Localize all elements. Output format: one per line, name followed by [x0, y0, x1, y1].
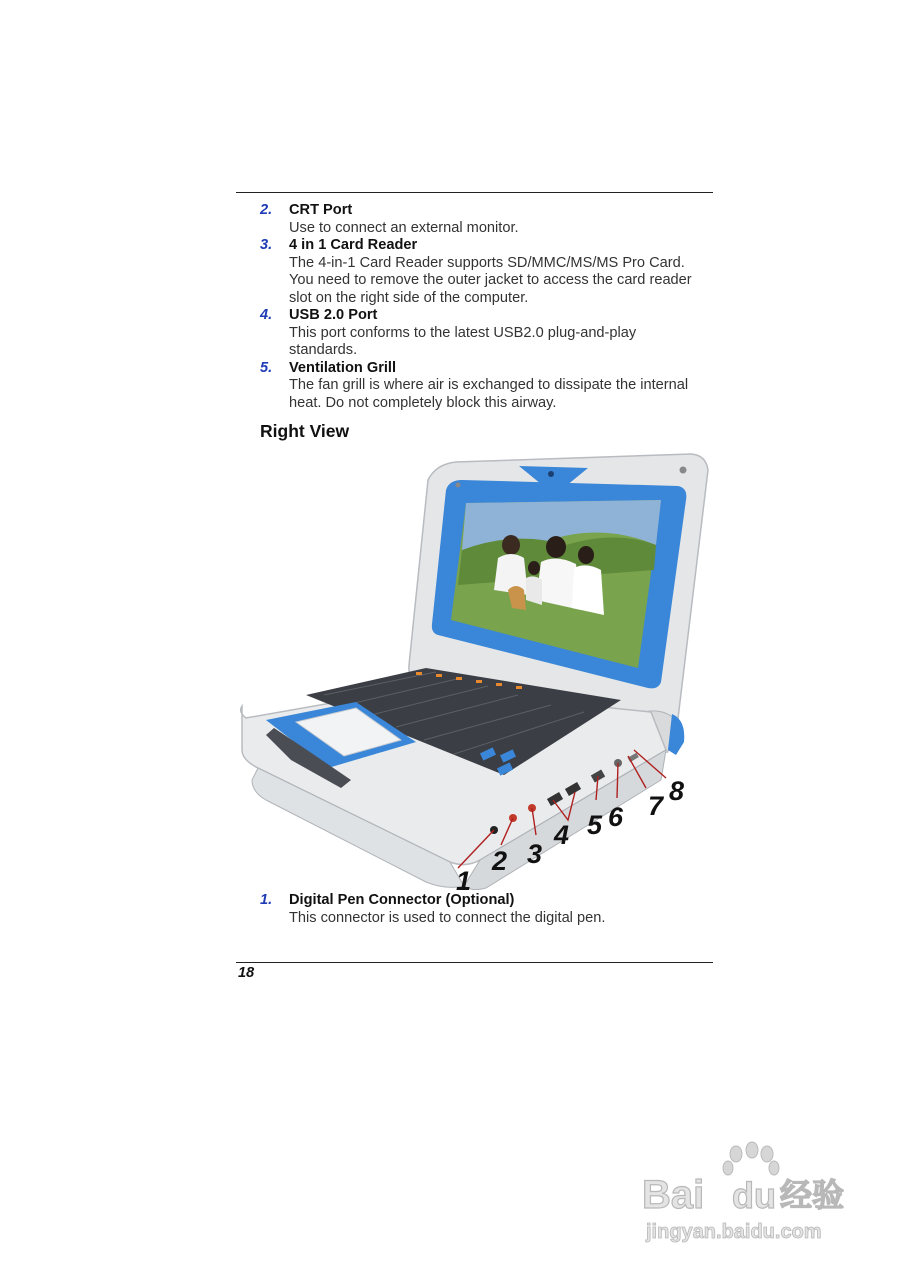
bottom-rule	[236, 962, 713, 963]
item-desc: Use to connect an external monitor.	[289, 219, 519, 236]
callout-1: 1	[456, 866, 472, 890]
callout-7: 7	[648, 791, 664, 821]
callout-5: 5	[587, 810, 603, 840]
watermark-url: jingyan.baidu.com	[646, 1221, 822, 1243]
item-number: 2.	[260, 202, 273, 218]
callout-4: 4	[554, 820, 570, 850]
item-number: 4.	[260, 307, 273, 323]
page-number: 18	[238, 965, 255, 981]
baidu-watermark	[640, 1140, 865, 1250]
watermark-brand-cn: 经验	[780, 1177, 845, 1213]
item-title: 4 in 1 Card Reader	[289, 237, 418, 253]
watermark-brand-du: du	[732, 1175, 776, 1216]
item-title: Ventilation Grill	[289, 359, 397, 376]
section-title: Right View	[260, 421, 350, 441]
list-item	[260, 307, 720, 360]
item-number: 5.	[260, 359, 273, 376]
top-rule	[236, 192, 713, 193]
list-item	[260, 237, 720, 307]
item-desc: This port conforms to the latest USB2.0 plug-and-play	[289, 324, 637, 341]
item-desc: The 4-in-1 Card Reader supports SD/MMC/MS/MS Pro Card.	[289, 254, 685, 271]
item-desc: You need to remove the outer jacket to access the card reader	[289, 272, 692, 288]
list-item	[260, 892, 720, 927]
item-desc: slot on the right side of the computer.	[289, 289, 529, 306]
item-number: 1.	[260, 892, 273, 908]
watermark-brand: Bai	[642, 1173, 705, 1217]
item-number: 3.	[260, 237, 273, 253]
item-desc: heat. Do not completely block this airway.	[289, 394, 557, 411]
item-title: Digital Pen Connector (Optional)	[289, 892, 515, 908]
list-item	[260, 360, 720, 413]
item-title: CRT Port	[289, 202, 353, 218]
item-title: USB 2.0 Port	[289, 307, 378, 323]
item-desc: This connector is used to connect the digital pen.	[289, 909, 606, 926]
callout-2: 2	[492, 846, 508, 876]
callout-6: 6	[608, 802, 624, 832]
callout-3: 3	[527, 839, 543, 869]
laptop-right-view-figure	[236, 450, 716, 890]
list-item	[260, 202, 720, 237]
callout-8: 8	[669, 776, 685, 806]
port-list-top	[260, 202, 720, 412]
port-list-bottom	[260, 892, 720, 927]
item-desc: standards.	[289, 342, 358, 358]
item-desc: The fan grill is where air is exchanged to dissipate the internal	[289, 377, 689, 393]
